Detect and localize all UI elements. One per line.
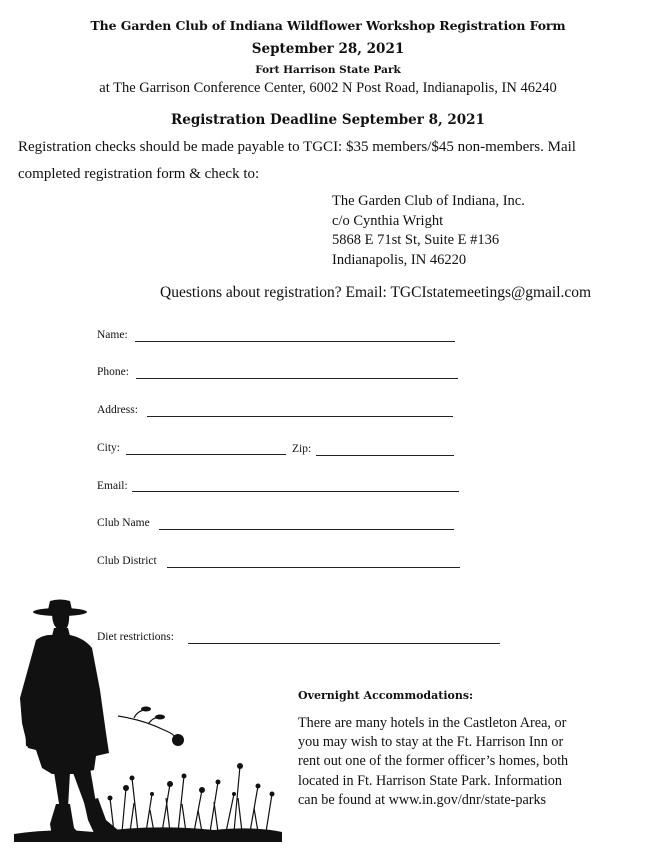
overnight-title: Overnight Accommodations: — [298, 689, 474, 702]
mailing-address — [332, 192, 525, 270]
address-line-3: 5868 E 71st St, Suite E #136 — [332, 232, 500, 248]
zip-label: Zip: — [292, 443, 312, 455]
address-line-2: c/o Cynthia Wright — [332, 212, 444, 229]
event-date: September 28, 2021 — [251, 41, 405, 57]
phone-field[interactable] — [136, 378, 458, 379]
address-line-1: The Garden Club of Indiana, Inc. — [332, 193, 525, 209]
address-label: Address: — [97, 404, 138, 416]
instructions-line-1: Registration checks should be made payable to TGCI: $35 members/$45 non-members. Mail — [18, 139, 576, 155]
club-district-field[interactable] — [167, 567, 460, 568]
form-title: The Garden Club of Indiana Wildflower Workshop Registration Form — [90, 18, 566, 33]
instructions-line-2: completed registration form & check to: — [18, 166, 260, 182]
address-line-4: Indianapolis, IN 46220 — [332, 251, 467, 268]
cowboy-silhouette-icon — [14, 598, 284, 843]
overnight-line-3: rent out one of the former officer’s homes, both — [298, 753, 569, 770]
registration-deadline: Registration Deadline September 8, 2021 — [171, 112, 485, 128]
venue-address: at The Garrison Conference Center, 6002 N Post Road, Indianapolis, IN 46240 — [99, 80, 557, 96]
city-label: City: — [97, 442, 121, 454]
overnight-info — [298, 714, 648, 810]
email-field[interactable] — [132, 491, 459, 492]
email-label: Email: — [97, 480, 128, 492]
overnight-line-4: located in Ft. Harrison State Park. Information — [298, 772, 562, 789]
phone-label: Phone: — [97, 366, 129, 378]
park-name: Fort Harrison State Park — [255, 64, 401, 76]
questions-contact: Questions about registration? Email: TGCIstatemeetings@gmail.com — [160, 284, 592, 301]
overnight-line-5: can be found at www.in.gov/dnr/state-parks — [298, 791, 547, 808]
zip-field[interactable] — [316, 455, 454, 456]
name-label: Name: — [97, 329, 128, 341]
club-name-field[interactable] — [159, 529, 454, 530]
payment-instructions — [18, 134, 638, 188]
address-field[interactable] — [147, 416, 453, 417]
overnight-line-2: you may wish to stay at the Ft. Harrison Inn or — [298, 734, 564, 751]
city-field[interactable] — [126, 454, 286, 455]
overnight-line-1: There are many hotels in the Castleton Area, or — [298, 715, 567, 731]
name-field[interactable] — [135, 341, 455, 342]
club-district-label: Club District — [97, 555, 157, 567]
diet-restrictions-label: Diet restrictions: — [97, 631, 174, 643]
club-name-label: Club Name — [97, 517, 150, 529]
